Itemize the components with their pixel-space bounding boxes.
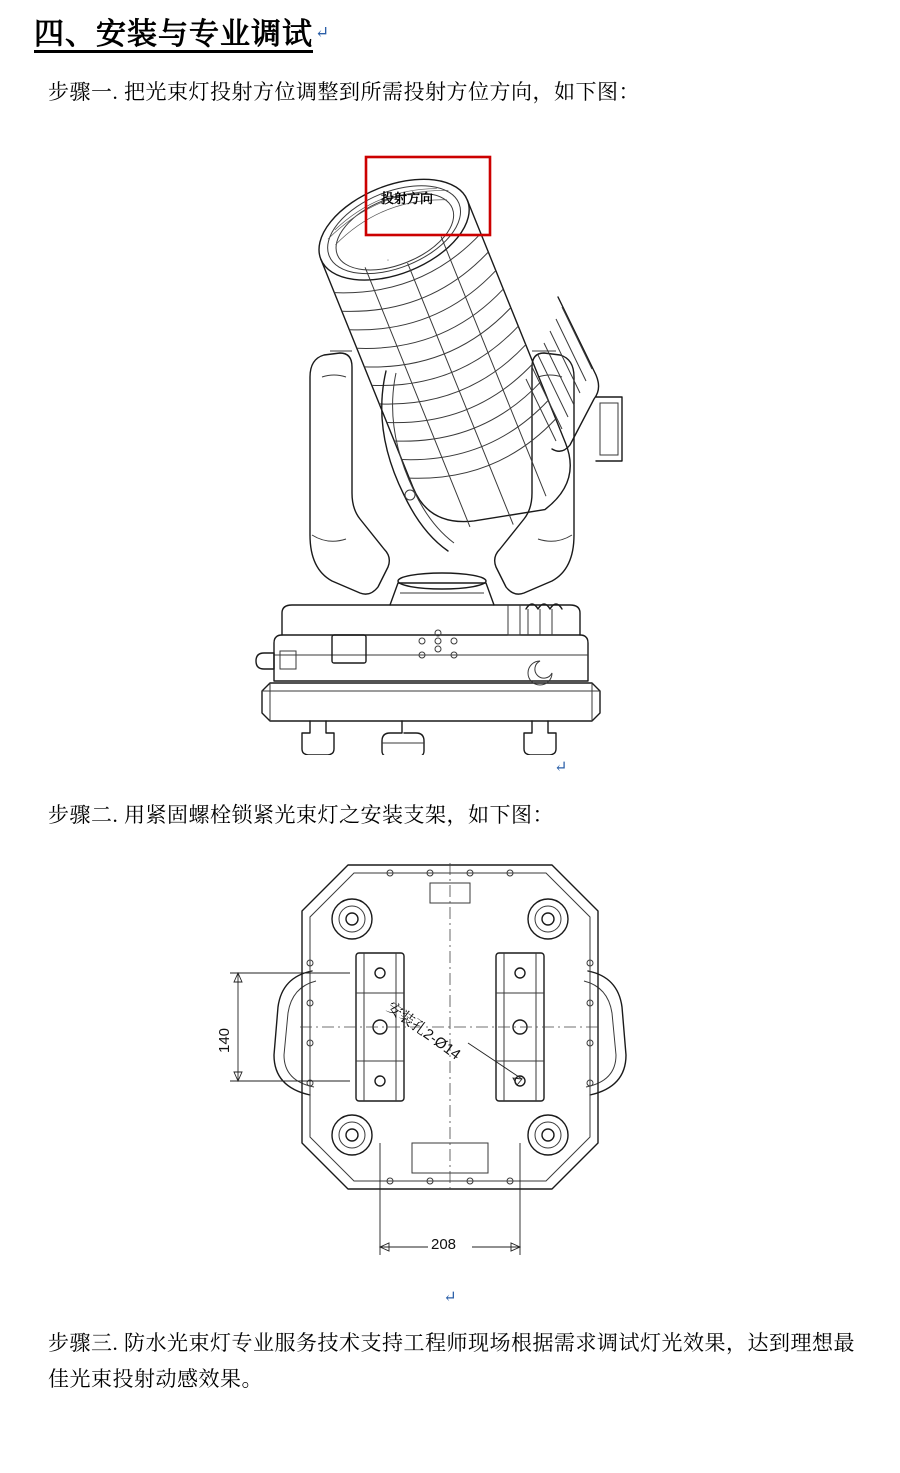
paragraph-mark-figure-one: ↵	[554, 759, 568, 777]
dimension-140-label: 140	[216, 1027, 233, 1053]
dimension-208-label: 208	[431, 1235, 457, 1253]
figure-two-wrapper	[34, 843, 866, 1283]
mounting-hole-note: 安装孔2-Ø14	[383, 998, 464, 1064]
step-one-text: 步骤一. 把光束灯投射方位调整到所需投射方位方向，如下图：	[48, 79, 640, 104]
paragraph-mark-figure-two: ↵	[443, 1288, 457, 1306]
paragraph-mark-heading: ↵	[315, 23, 330, 42]
step-two-text: 步骤二. 用紧固螺栓锁紧光束灯之安装支架，如下图：	[48, 803, 554, 828]
page-title: 四、安装与专业调试	[34, 18, 313, 51]
moving-head-beam-light-front-view	[240, 115, 660, 755]
step-three-text: 步骤三. 防水光束灯专业服务技术支持工程师现场根据需求调试灯光效果，达到理想最佳光束投射动感效果。	[48, 1330, 855, 1392]
figure-one-wrapper	[34, 115, 866, 755]
base-mounting-plate-top-view	[200, 843, 700, 1283]
projection-direction-label: 投射方向	[381, 191, 434, 207]
heading-row	[34, 0, 866, 54]
